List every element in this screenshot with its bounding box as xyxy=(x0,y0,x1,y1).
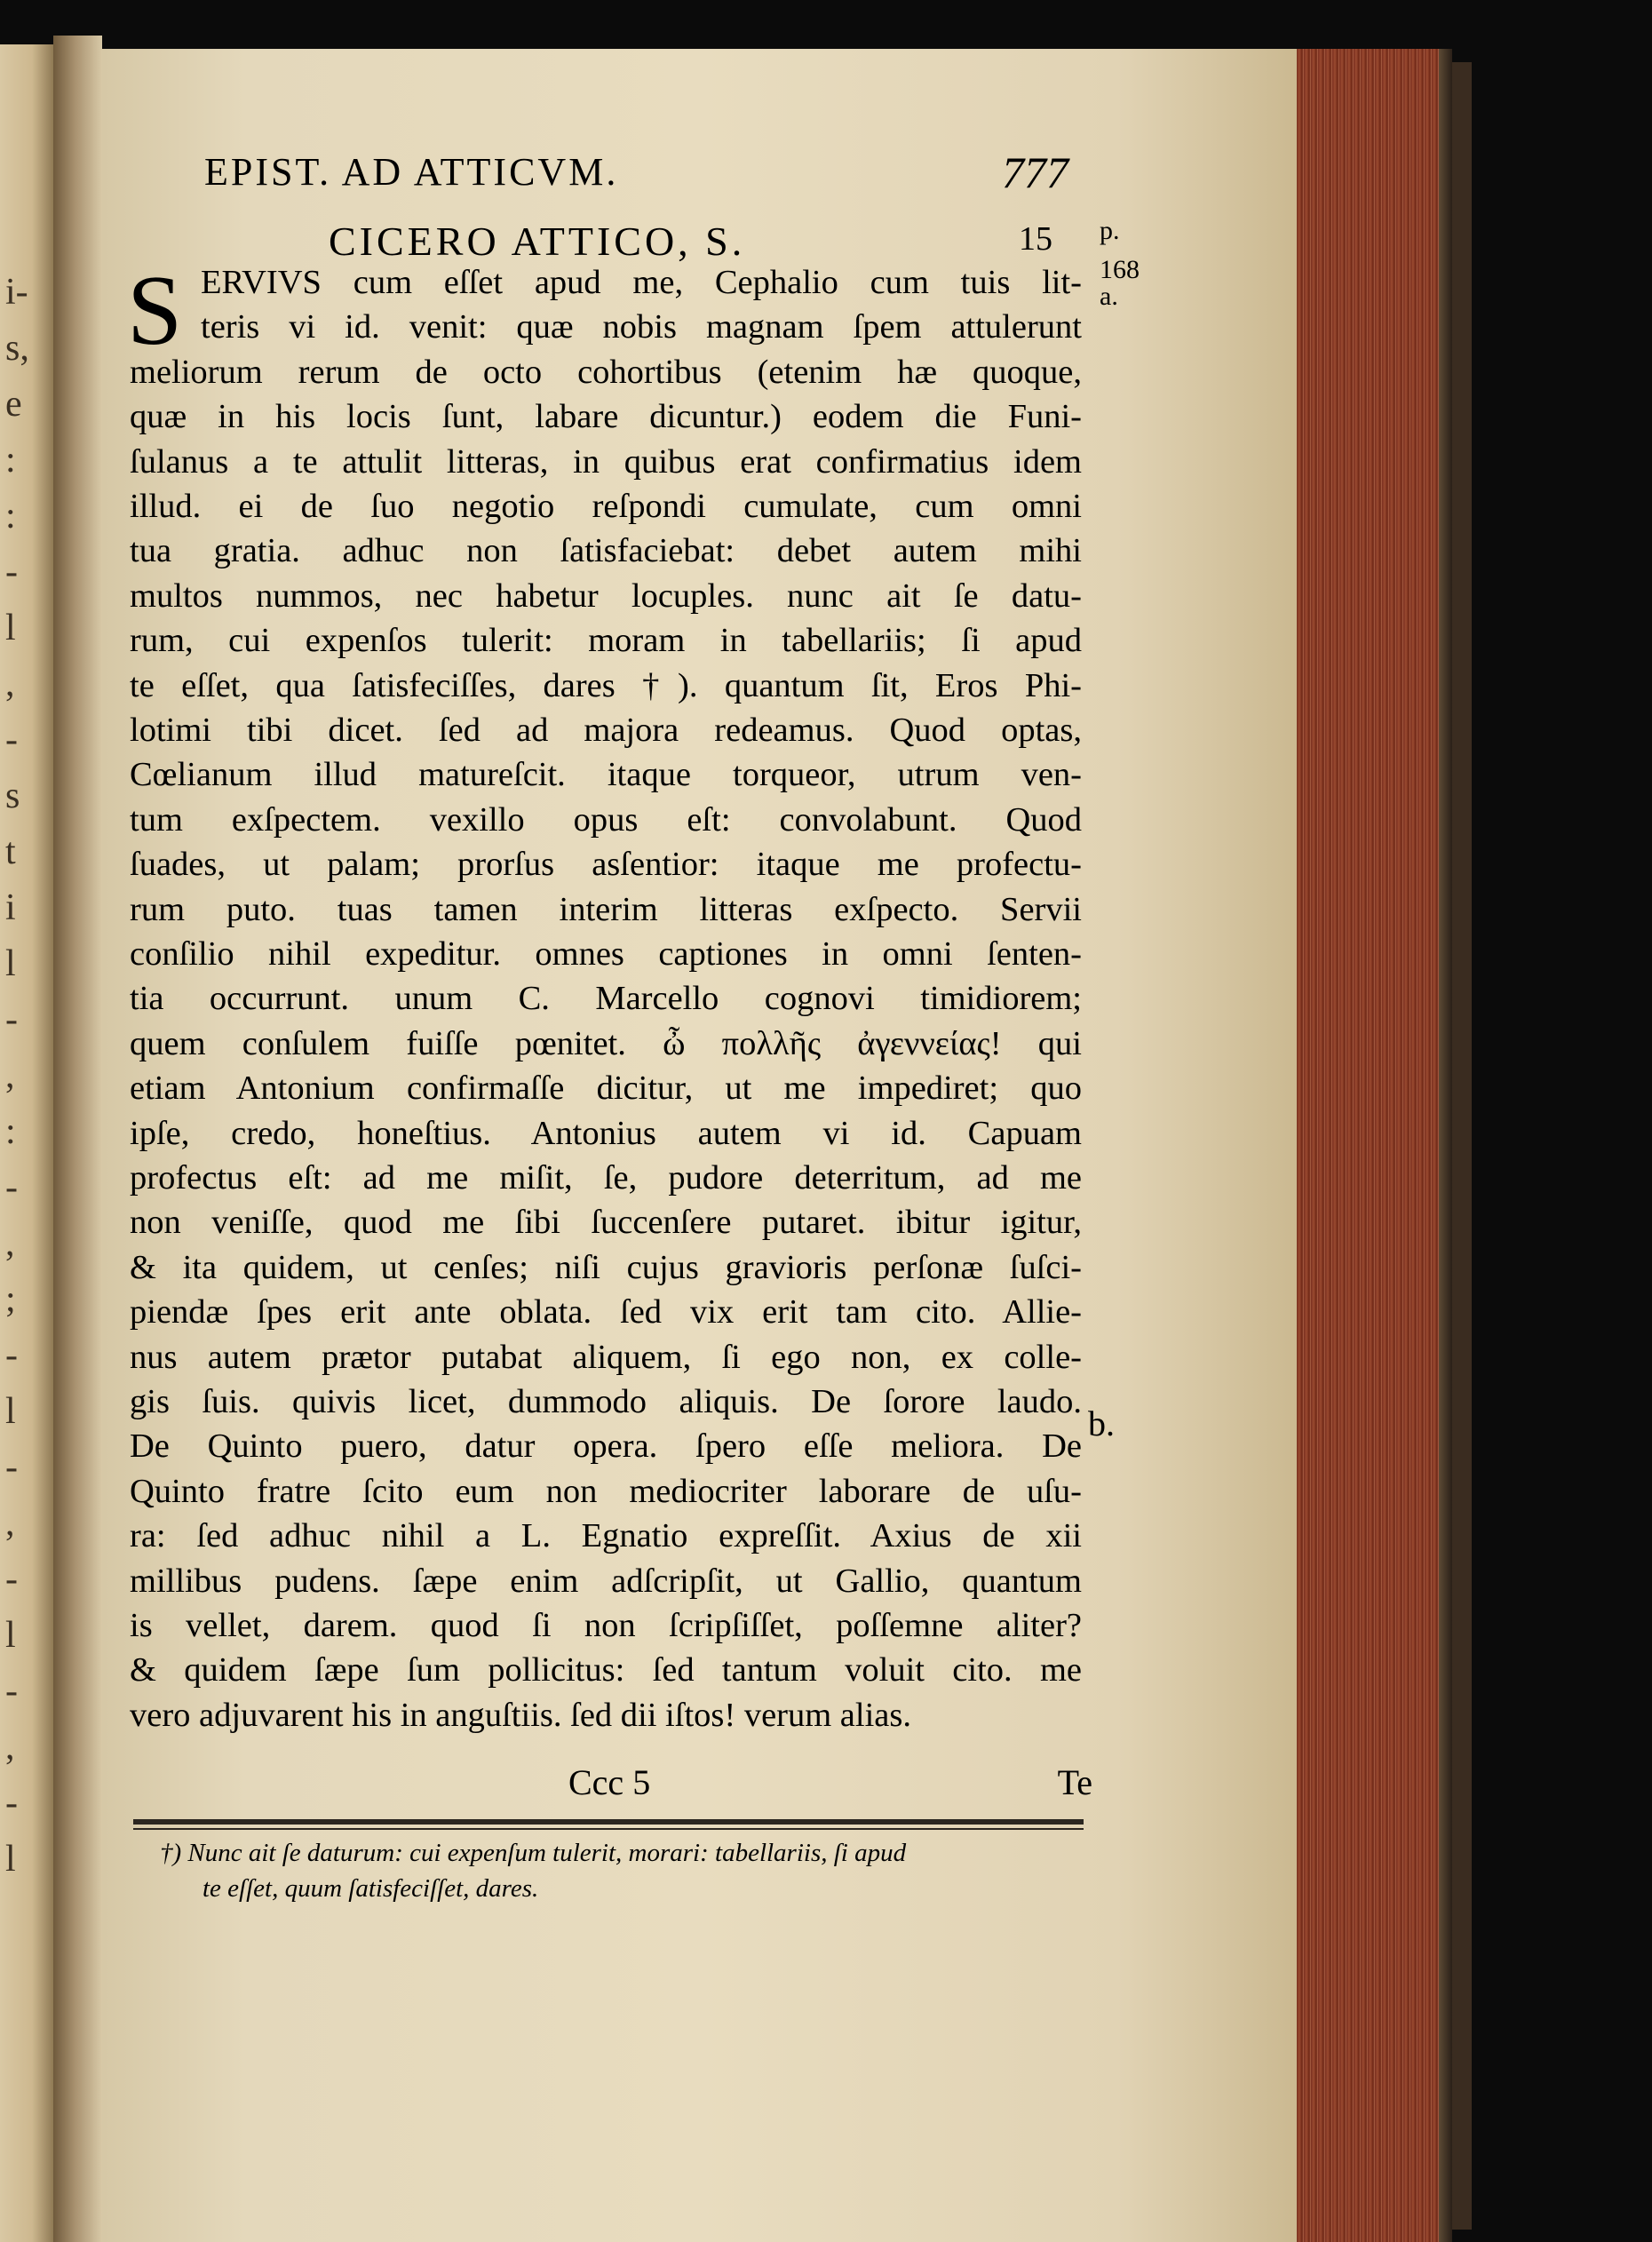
left-margin-mark: , xyxy=(5,1223,15,1264)
text-line: quem conſulem fuiſſe pœnitet. ὦ πολλῆς ἀγεννείας! qui xyxy=(130,1024,1082,1062)
text-line: tum exſpectem. vexillo opus eſt: convolabunt. Quod xyxy=(130,800,1082,839)
left-margin-mark: , xyxy=(5,1055,15,1096)
text-line: tia occurrunt. unum C. Marcello cognovi timidiorem; xyxy=(130,980,1082,1018)
margin-note-page-label: p. xyxy=(1100,216,1120,245)
left-margin-mark: - xyxy=(5,999,18,1040)
footnote-line-2: te eſſet, quum ſatisfeciſſet, dares. xyxy=(203,1874,539,1903)
book-gutter xyxy=(53,36,102,2242)
left-margin-mark: - xyxy=(5,1447,18,1488)
text-line: vero adjuvarent his in anguſtiis. ſed dii iſtos! verum alias. xyxy=(130,1696,911,1734)
text-line: ipſe, credo, honeſtius. Antonius autem vi id. Capuam xyxy=(130,1114,1082,1152)
text-line: conſilio nihil expeditur. omnes captiones in omni ſenten- xyxy=(130,935,1082,973)
page-block-edges xyxy=(1297,49,1452,2242)
left-margin-mark: t xyxy=(5,831,16,872)
page-number: 777 xyxy=(1002,147,1068,197)
left-margin-mark: , xyxy=(5,1727,15,1768)
text-line: gis ſuis. quivis licet, dummodo aliquis. De ſorore laudo. xyxy=(130,1383,1082,1420)
left-margin-mark: , xyxy=(5,1503,15,1544)
left-margin-mark: l xyxy=(5,943,16,984)
margin-note-section: a. xyxy=(1100,282,1118,311)
text-line: nus autem prætor putabat aliquem, ſi ego non, ex colle- xyxy=(130,1338,1082,1376)
footnote-rule xyxy=(133,1819,1084,1825)
text-line: ſuades, ut palam; prorſus asſentior: itaque me profectu- xyxy=(130,846,1082,884)
text-line: profectus eſt: ad me miſit, ſe, pudore deterritum, ad me xyxy=(130,1159,1082,1197)
left-margin-mark: l xyxy=(5,608,16,648)
book-cover-edge xyxy=(1452,62,1472,2230)
drop-cap: S xyxy=(127,256,183,366)
left-margin-mark: l xyxy=(5,1839,16,1880)
text-line: ſulanus a te attulit litteras, in quibus erat confirmatius idem xyxy=(130,442,1082,481)
footnote-line-1: †) Nunc ait ſe daturum: cui expenſum tulerit, morari: tabellariis, ſi apud xyxy=(160,1839,907,1867)
left-margin-mark: - xyxy=(5,1335,18,1376)
text-line: De Quinto puero, datur opera. ſpero eſſe meliora. De xyxy=(130,1427,1082,1466)
left-margin-mark: s xyxy=(5,775,20,816)
text-line: ERVIVS cum eſſet apud me, Cephalio cum tuis lit- xyxy=(201,264,1082,301)
text-line: lotimi tibi dicet. ſed ad majora redeamus. Quod optas, xyxy=(130,712,1082,749)
left-margin-mark: - xyxy=(5,1167,18,1208)
text-line: tua gratia. adhuc non ſatisfaciebat: debet autem mihi xyxy=(130,532,1082,570)
text-line: millibus pudens. ſæpe enim adſcripſit, ut Gallio, quantum xyxy=(130,1562,1082,1600)
text-line: rum puto. tuas tamen interim litteras exſpecto. Servii xyxy=(130,890,1082,928)
left-page-edge xyxy=(0,44,53,2242)
left-margin-mark: - xyxy=(5,720,18,760)
running-head: EPIST. AD ATTICVM. xyxy=(204,150,619,194)
text-line: & quidem ſæpe ſum pollicitus: ſed tantum voluit cito. me xyxy=(130,1651,1082,1689)
catchword: Te xyxy=(1057,1762,1092,1802)
left-margin-mark: s, xyxy=(5,328,29,369)
left-margin-mark: l xyxy=(5,1391,16,1432)
text-line: quæ in his locis ſunt, labare dicuntur.) eodem die Funi- xyxy=(130,398,1082,436)
text-line: meliorum rerum de octo cohortibus (etenim hæ quoque, xyxy=(130,353,1082,391)
text-line: non veniſſe, quod me ſibi ſuccenſere putaret. ibitur igitur, xyxy=(130,1204,1082,1242)
left-margin-mark: l xyxy=(5,1615,16,1656)
text-line: rum, cui expenſos tulerit: moram in tabellariis; ſi apud xyxy=(130,622,1082,660)
left-margin-mark: i- xyxy=(5,272,28,313)
left-margin-mark: e xyxy=(5,384,22,425)
text-line: Cœlianum illud matureſcit. itaque torqueor, utrum ven- xyxy=(130,756,1082,794)
margin-note-page-number: 168 xyxy=(1100,255,1140,284)
left-margin-mark: - xyxy=(5,1671,18,1712)
margin-note-b: b. xyxy=(1088,1403,1115,1443)
left-margin-mark: : xyxy=(5,1111,16,1152)
text-line: piendæ ſpes erit ante oblata. ſed vix erit tam cito. Allie- xyxy=(130,1293,1082,1332)
footnote-rule-thin xyxy=(133,1828,1084,1830)
left-margin-mark: - xyxy=(5,1559,18,1600)
text-line: ra: ſed adhuc nihil a L. Egnatio expreſſit. Axius de xii xyxy=(130,1517,1082,1555)
left-margin-mark: : xyxy=(5,496,16,537)
text-line: Quinto fratre ſcito eum non mediocriter laborare de uſu- xyxy=(130,1472,1082,1510)
letter-number: 15 xyxy=(1019,220,1052,258)
left-margin-mark: - xyxy=(5,552,18,592)
left-margin-mark: , xyxy=(5,664,15,704)
text-line: etiam Antonium confirmaſſe dicitur, ut me impediret; quo xyxy=(130,1069,1082,1108)
text-line: teris vi id. venit: quæ nobis magnam ſpem attulerunt xyxy=(201,308,1082,346)
text-line: & ita quidem, ut cenſes; niſi cujus gravioris perſonæ ſuſci- xyxy=(130,1248,1082,1286)
left-margin-mark: - xyxy=(5,1783,18,1824)
left-margin-mark: i xyxy=(5,887,16,928)
text-line: illud. ei de ſuo negotio reſpondi cumulate, cum omni xyxy=(130,488,1082,525)
text-line: te eſſet, qua ſatisfeciſſes, dares †). quantum ſit, Eros Phi- xyxy=(130,666,1082,704)
signature-mark: Ccc 5 xyxy=(568,1762,651,1802)
text-line: is vellet, darem. quod ſi non ſcripſiſſet, poſſemne aliter? xyxy=(130,1607,1082,1644)
text-line: multos nummos, nec habetur locuples. nunc ait ſe datu- xyxy=(130,576,1082,615)
left-page-margin-marks xyxy=(0,44,53,2242)
left-margin-mark: ; xyxy=(5,1279,16,1320)
left-margin-mark: : xyxy=(5,440,16,481)
letter-heading: CICERO ATTICO, S. xyxy=(329,219,746,264)
